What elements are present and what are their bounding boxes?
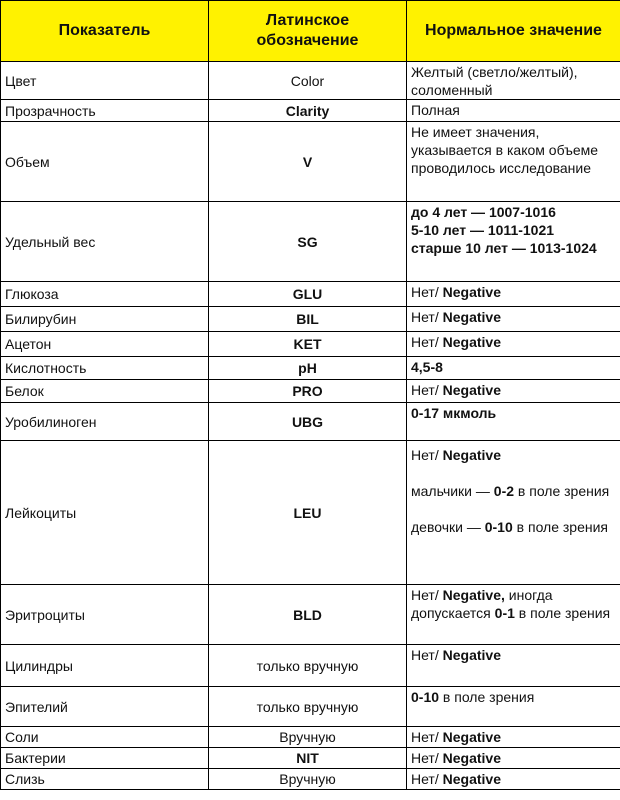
row-code: V (209, 122, 407, 202)
row-name: Эпителий (1, 687, 209, 727)
norm-line: 5-10 лет — 1011-1021 (411, 222, 555, 238)
row-code: BLD (209, 585, 407, 645)
row-code: BIL (209, 307, 407, 332)
row-name: Кислотность (1, 357, 209, 380)
row-name: Уробилиноген (1, 403, 209, 441)
norm-text-bold: Negative (442, 334, 501, 350)
row-code: pH (209, 357, 407, 380)
row-name: Билирубин (1, 307, 209, 332)
norm-text: Нет/ (411, 771, 443, 787)
row-name: Цвет (1, 62, 209, 100)
row-code: Вручную (209, 769, 407, 790)
row-norm (407, 202, 620, 282)
table-row (1, 307, 620, 332)
row-code: GLU (209, 282, 407, 307)
norm-text-bold: Negative (442, 447, 501, 463)
row-code: UBG (209, 403, 407, 441)
row-code: PRO (209, 380, 407, 403)
norm-line (411, 446, 616, 464)
norm-text: Нет/ (411, 729, 443, 745)
norm-text: Нет/ (411, 309, 443, 325)
table-row (1, 62, 620, 100)
norm-text: иногда допускается (411, 587, 553, 621)
row-norm (407, 332, 620, 357)
table-row (1, 769, 620, 790)
row-name: Ацетон (1, 332, 209, 357)
table-row (1, 403, 620, 441)
norm-text-bold: 0-10 (484, 519, 513, 535)
row-name: Объем (1, 122, 209, 202)
table-row (1, 122, 620, 202)
norm-text-bold: Negative (442, 309, 501, 325)
row-norm (407, 380, 620, 403)
norm-text-bold: Negative (442, 771, 501, 787)
row-code: только вручную (209, 687, 407, 727)
norm-text: в поле зрения (514, 605, 611, 621)
header-normal: Нормальное значение (407, 1, 620, 62)
norm-line (411, 518, 616, 536)
row-norm (407, 748, 620, 769)
table-row (1, 748, 620, 769)
norm-text: в поле зрения (439, 689, 535, 705)
norm-text-bold: 0-1 (494, 605, 515, 621)
row-name: Глюкоза (1, 282, 209, 307)
row-norm (407, 282, 620, 307)
row-name: Цилиндры (1, 645, 209, 687)
row-norm: 4,5-8 (407, 357, 620, 380)
row-code: KET (209, 332, 407, 357)
row-code: LEU (209, 441, 407, 585)
norm-text: Нет/ (411, 750, 443, 766)
norm-text-bold: Negative (442, 750, 501, 766)
norm-line (411, 482, 616, 500)
table-row (1, 357, 620, 380)
table-row (1, 100, 620, 122)
norm-text: в поле зрения (512, 519, 609, 535)
row-norm (407, 645, 620, 687)
table-row (1, 441, 620, 585)
row-norm (407, 769, 620, 790)
header-latin: Латинское обозначение (209, 1, 407, 62)
row-name: Белок (1, 380, 209, 403)
norm-text: в поле зрения (514, 483, 610, 499)
norm-text: Нет/ (411, 647, 443, 663)
table-row (1, 645, 620, 687)
norm-text-bold: Negative, (442, 587, 505, 603)
row-norm (407, 727, 620, 748)
norm-line: до 4 лет — 1007-1016 (411, 204, 556, 220)
norm-text-bold: Negative (442, 647, 501, 663)
row-name: Слизь (1, 769, 209, 790)
row-norm: Желтый (светло/желтый), соломенный (407, 62, 620, 100)
row-norm: Не имеет значения, указывается в каком объеме проводилось исследование (407, 122, 620, 202)
table-row (1, 380, 620, 403)
norm-text: Нет/ (411, 447, 443, 463)
norm-text-bold: Negative (442, 382, 501, 398)
row-code: Color (209, 62, 407, 100)
norm-text-bold: 0-2 (493, 483, 515, 499)
row-norm: Полная (407, 100, 620, 122)
norm-text-bold: Negative (442, 729, 501, 745)
table-row (1, 332, 620, 357)
row-name: Удельный вес (1, 202, 209, 282)
norm-text-bold: 0-10 (411, 689, 440, 705)
row-name: Бактерии (1, 748, 209, 769)
row-code: Clarity (209, 100, 407, 122)
row-code: Вручную (209, 727, 407, 748)
norm-text: мальчики — (411, 483, 494, 499)
row-name: Лейкоциты (1, 441, 209, 585)
row-name: Соли (1, 727, 209, 748)
row-code: SG (209, 202, 407, 282)
row-name: Эритроциты (1, 585, 209, 645)
header-indicator: Показатель (1, 1, 209, 62)
row-code: только вручную (209, 645, 407, 687)
norm-text: Нет/ (411, 334, 443, 350)
row-name: Прозрачность (1, 100, 209, 122)
norm-text-bold: Negative (442, 284, 501, 300)
norm-line: старше 10 лет — 1013-1024 (411, 240, 597, 256)
table-row (1, 727, 620, 748)
row-norm (407, 307, 620, 332)
norm-text: девочки — (411, 519, 485, 535)
row-norm (407, 441, 620, 585)
header-row (1, 1, 620, 62)
table-row (1, 687, 620, 727)
row-norm: 0-17 мкмоль (407, 403, 620, 441)
norm-text: Нет/ (411, 284, 443, 300)
row-norm (407, 585, 620, 645)
table-row (1, 202, 620, 282)
table-row (1, 585, 620, 645)
norm-text: Нет/ (411, 587, 443, 603)
table-row (1, 282, 620, 307)
row-code: NIT (209, 748, 407, 769)
norm-text: Нет/ (411, 382, 443, 398)
row-norm (407, 687, 620, 727)
